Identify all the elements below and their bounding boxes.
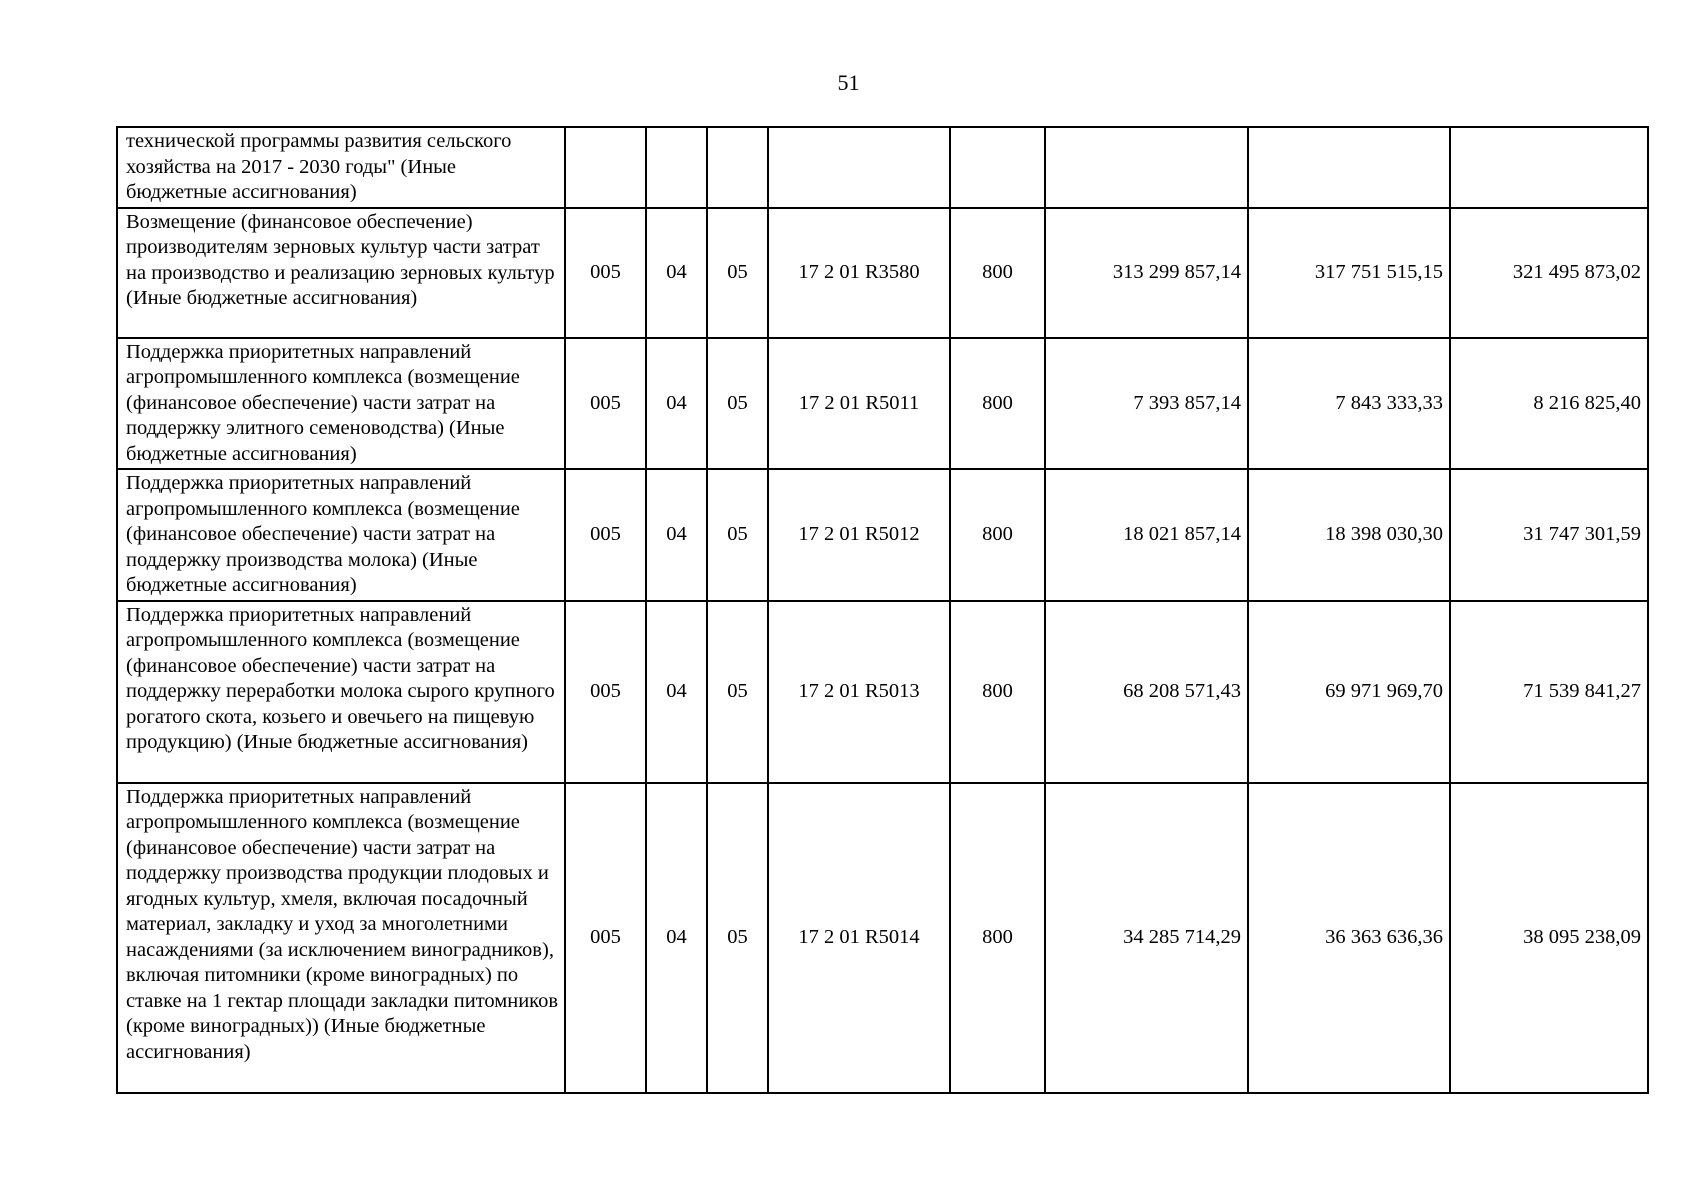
target-article-cell: 17 2 01 R5012 (768, 469, 950, 601)
expense-type-cell: 800 (950, 601, 1045, 783)
amount-2-cell: 69 971 969,70 (1248, 601, 1450, 783)
ministry-code-cell: 005 (565, 601, 646, 783)
row-name-cell: Поддержка приоритетных направлений агропромышленного комплекса (возмещение (финансовое обеспечение) части затрат на поддержку элитного семеноводства) (Иные бюджетные ассигнования) (117, 338, 565, 470)
subsection-code-cell: 05 (707, 469, 768, 601)
ministry-code-cell: 005 (565, 338, 646, 470)
target-article-cell: 17 2 01 R5013 (768, 601, 950, 783)
table-row (117, 127, 1648, 208)
table-row (117, 783, 1648, 1093)
subsection-code-cell: 05 (707, 338, 768, 470)
target-article-cell: 17 2 01 R5014 (768, 783, 950, 1093)
subsection-code-cell: 05 (707, 208, 768, 338)
amount-2-cell: 36 363 636,36 (1248, 783, 1450, 1093)
amount-1-cell (1045, 127, 1248, 208)
expense-type-cell: 800 (950, 469, 1045, 601)
amount-3-cell (1450, 127, 1648, 208)
target-article-cell: 17 2 01 R3580 (768, 208, 950, 338)
page-number: 51 (837, 70, 860, 95)
budget-table (116, 126, 1649, 1094)
target-article-cell: 17 2 01 R5011 (768, 338, 950, 470)
row-name-cell: Поддержка приоритетных направлений агропромышленного комплекса (возмещение (финансовое обеспечение) части затрат на поддержку производства молока) (Иные бюджетные ассигнования) (117, 469, 565, 601)
amount-3-cell: 31 747 301,59 (1450, 469, 1648, 601)
table-row (117, 208, 1648, 338)
table-row (117, 338, 1648, 470)
ministry-code-cell: 005 (565, 208, 646, 338)
amount-3-cell: 38 095 238,09 (1450, 783, 1648, 1093)
target-article-cell (768, 127, 950, 208)
amount-2-cell (1248, 127, 1450, 208)
section-code-cell: 04 (646, 469, 707, 601)
subsection-code-cell (707, 127, 768, 208)
expense-type-cell (950, 127, 1045, 208)
amount-1-cell: 34 285 714,29 (1045, 783, 1248, 1093)
subsection-code-cell: 05 (707, 783, 768, 1093)
amount-1-cell: 313 299 857,14 (1045, 208, 1248, 338)
row-name-cell: Поддержка приоритетных направлений агропромышленного комплекса (возмещение (финансовое обеспечение) части затрат на поддержку производства продукции плодовых и ягодных культур, хмеля, включая посадочный материал, закладку и уход за многолетними насаждениями (за исключением виноградников), включая питомники (кроме виноградных) по ставке на 1 гектар площади закладки питомников (кроме виноградных)) (Иные бюджетные ассигнования) (117, 783, 565, 1093)
amount-2-cell: 7 843 333,33 (1248, 338, 1450, 470)
amount-1-cell: 7 393 857,14 (1045, 338, 1248, 470)
section-code-cell: 04 (646, 338, 707, 470)
amount-3-cell: 71 539 841,27 (1450, 601, 1648, 783)
row-name-cell: Поддержка приоритетных направлений агропромышленного комплекса (возмещение (финансовое обеспечение) части затрат на поддержку переработки молока сырого крупного рогатого скота, козьего и овечьего на пищевую продукцию) (Иные бюджетные ассигнования) (117, 601, 565, 783)
expense-type-cell: 800 (950, 783, 1045, 1093)
expense-type-cell: 800 (950, 338, 1045, 470)
amount-2-cell: 317 751 515,15 (1248, 208, 1450, 338)
amount-3-cell: 8 216 825,40 (1450, 338, 1648, 470)
table-body (117, 127, 1648, 1093)
row-name-cell: технической программы развития сельского хозяйства на 2017 - 2030 годы" (Иные бюджетные ассигнования) (117, 127, 565, 208)
amount-3-cell: 321 495 873,02 (1450, 208, 1648, 338)
ministry-code-cell: 005 (565, 469, 646, 601)
table-row (117, 469, 1648, 601)
amount-1-cell: 68 208 571,43 (1045, 601, 1248, 783)
amount-2-cell: 18 398 030,30 (1248, 469, 1450, 601)
section-code-cell: 04 (646, 208, 707, 338)
section-code-cell: 04 (646, 601, 707, 783)
ministry-code-cell (565, 127, 646, 208)
section-code-cell: 04 (646, 783, 707, 1093)
amount-1-cell: 18 021 857,14 (1045, 469, 1248, 601)
subsection-code-cell: 05 (707, 601, 768, 783)
table-row (117, 601, 1648, 783)
row-name-cell: Возмещение (финансовое обеспечение) производителям зерновых культур части затрат на производство и реализацию зерновых культур (Иные бюджетные ассигнования) (117, 208, 565, 338)
section-code-cell (646, 127, 707, 208)
expense-type-cell: 800 (950, 208, 1045, 338)
ministry-code-cell: 005 (565, 783, 646, 1093)
